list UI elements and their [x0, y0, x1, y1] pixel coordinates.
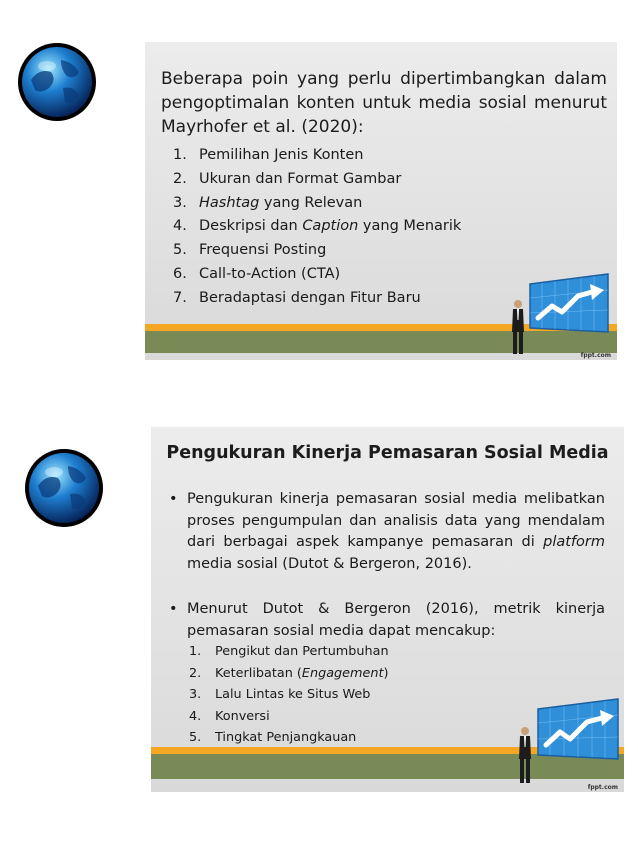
brand-watermark: fppt.com [580, 352, 611, 359]
growth-chart-board-icon [530, 274, 608, 332]
presenter-chart-illustration [508, 270, 614, 360]
slide-intro-text: Beberapa poin yang perlu dipertimbangkan dalam pengoptimalan konten untuk media sosial menurut Mayrhofer et al. (2020): [161, 69, 607, 137]
bullet-marker: • [169, 491, 178, 507]
list-item: 6. Call-to-Action (CTA) [173, 265, 341, 282]
slide-title: Pengukuran Kinerja Pemasaran Sosial Media [166, 443, 609, 463]
slide-performance-measurement [151, 427, 624, 792]
list-item: 3. Lalu Lintas ke Situs Web [189, 687, 371, 703]
list-item: 3. Hashtag yang Relevan [173, 194, 363, 211]
list-item: 5. Tingkat Penjangkauan [189, 730, 357, 746]
optimization-points-list [173, 144, 461, 311]
slide-content-optimization [145, 42, 617, 360]
list-item: 7. Beradaptasi dengan Fitur Baru [173, 289, 421, 306]
list-item: 2. Keterlibatan (Engagement) [189, 665, 389, 681]
businessman-presenter-icon [512, 300, 524, 354]
list-item: 4. Deskripsi dan Caption yang Menarik [173, 218, 462, 235]
list-item: 1. Pengikut dan Pertumbuhan [189, 644, 389, 659]
brand-watermark: fppt.com [587, 784, 618, 791]
businessman-presenter-icon [519, 727, 531, 783]
presenter-chart-illustration [514, 695, 624, 787]
list-item: 5. Frequensi Posting [173, 242, 327, 259]
list-item: 4. Konversi [189, 708, 270, 724]
globe-icon [24, 448, 104, 528]
growth-chart-board-icon [538, 699, 618, 759]
bullet-point: • Menurut Dutot & Bergeron (2016), metrik kinerja pemasaran sosial media dapat mencakup: [169, 601, 605, 639]
bullet-marker: • [169, 601, 178, 617]
list-item: 2. Ukuran dan Format Gambar [173, 170, 402, 187]
globe-icon [17, 42, 97, 122]
list-item: 1. Pemilihan Jenis Konten [173, 147, 364, 163]
bullet-point: • Pengukuran kinerja pemasaran sosial media melibatkan proses pengumpulan dan analisis data yang mendalam dari berbagai aspek kampanye pemasaran di platform media sosial (Dutot & Bergeron, 2016). [169, 491, 605, 572]
